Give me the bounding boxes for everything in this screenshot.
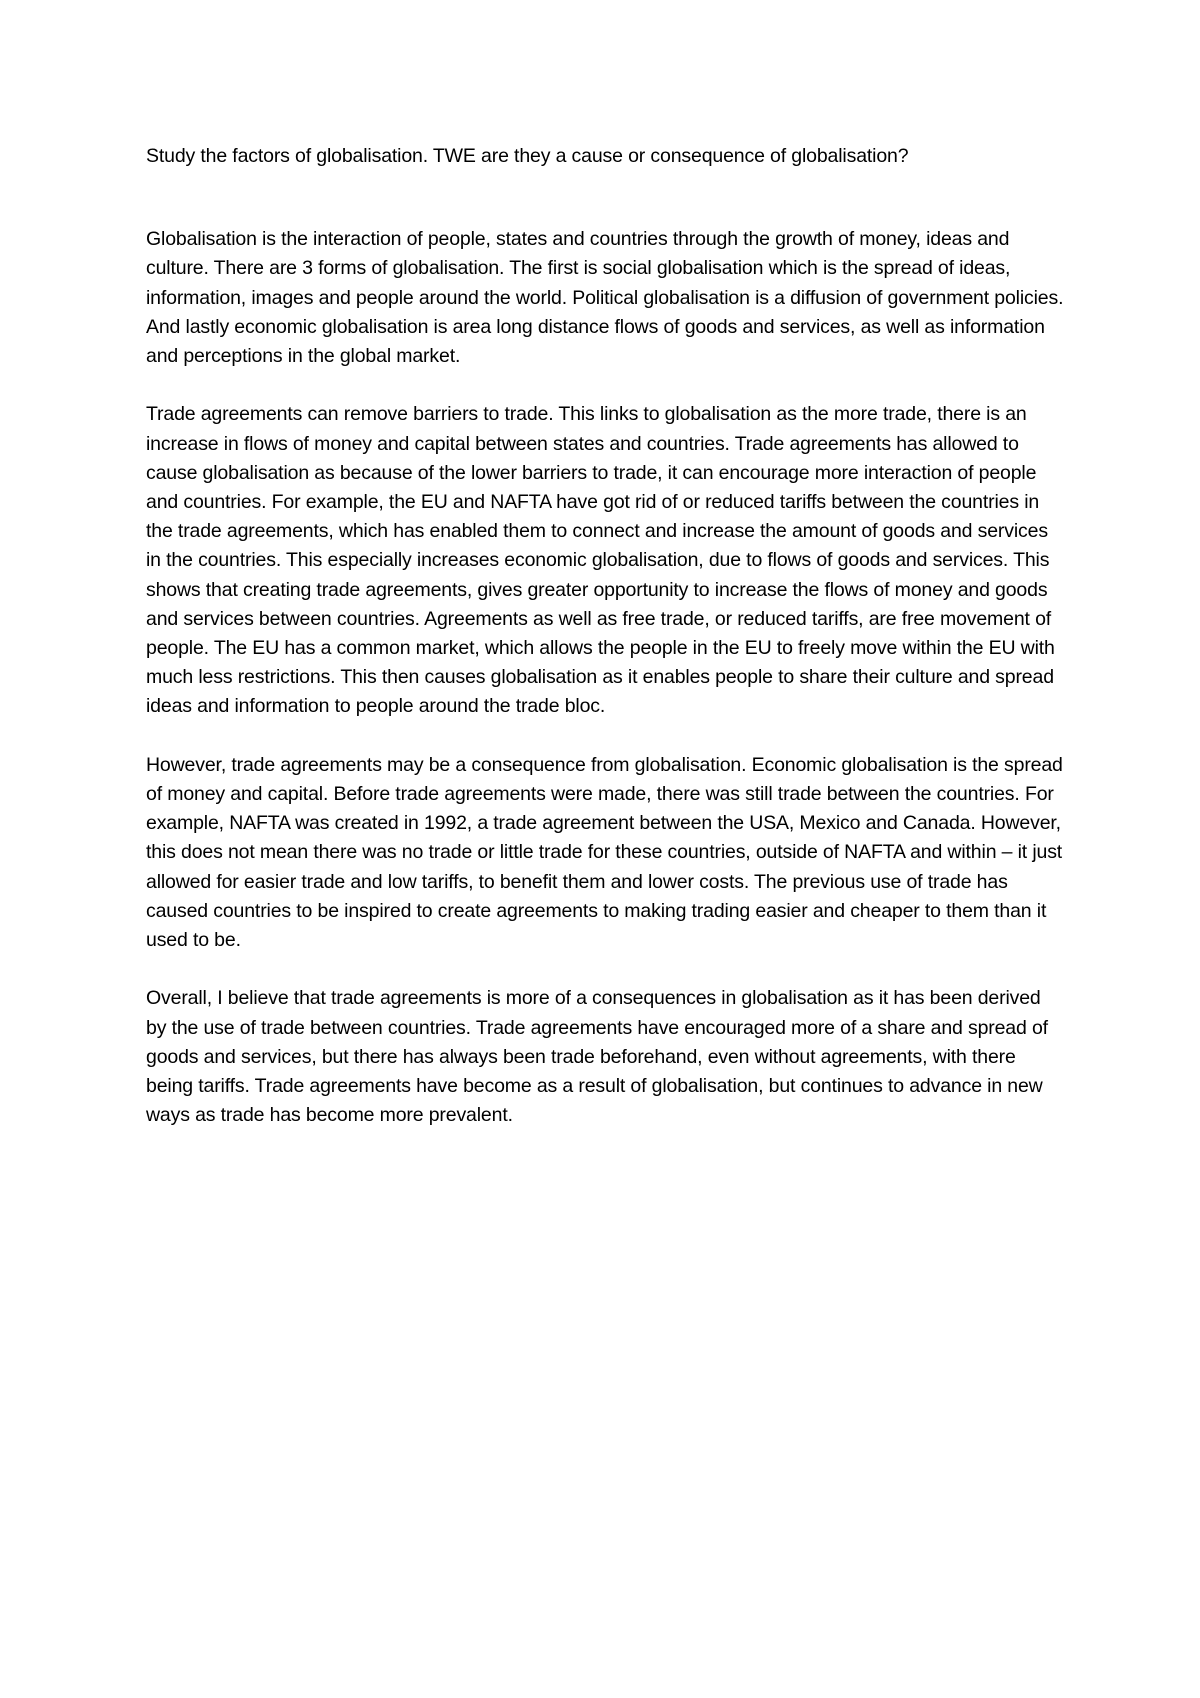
paragraph-consequence: However, trade agreements may be a consequence from globalisation. Economic globalisation is the spread of money and capital. Before trade agreements were made, there was still trade between the countries. For example, NAFTA was created in 1992, a trade agreement between the USA, Mexico and Canada. However, this does not mean there was no trade or little trade for these countries, outside of NAFTA and within – it just allowed for easier trade and low tariffs, to benefit them and lower costs. The previous use of trade has caused countries to be inspired to create agreements to making trading easier and cheaper to them than it used to be. — [146, 753, 1063, 952]
essay-question: Study the factors of globalisation. TWE are they a cause or consequence of globalisation? — [146, 145, 909, 167]
paragraph-conclusion: Overall, I believe that trade agreements is more of a consequences in globalisation as it has been derived by the use of trade between countries. Trade agreements have encouraged more of a share and spread of goods and services, but there has always been trade beforehand, even without agreements, with there being tariffs. Trade agreements have become as a result of globalisation, but continues to advance in new ways as trade has become more prevalent. — [146, 987, 1048, 1127]
document-body — [146, 142, 1066, 1160]
paragraph-cause: Trade agreements can remove barriers to trade. This links to globalisation as the more trade, there is an increase in flows of money and capital between states and countries. Trade agreements has allowed to cause globalisation as because of the lower barriers to trade, it can encourage more interaction of people and countries. For example, the EU and NAFTA have got rid of or reduced tariffs between the countries in the trade agreements, which has enabled them to connect and increase the amount of goods and services in the countries. This especially increases economic globalisation, due to flows of goods and services. This shows that creating trade agreements, gives greater opportunity to increase the flows of money and goods and services between countries. Agreements as well as free trade, or reduced tariffs, are free movement of people. The EU has a common market, which allows the people in the EU to freely move within the EU with much less restrictions. This then causes globalisation as it enables people to share their culture and spread ideas and information to people around the trade bloc. — [146, 403, 1055, 718]
paragraph-introduction: Globalisation is the interaction of people, states and countries through the growth of money, ideas and culture. There are 3 forms of globalisation. The first is social globalisation which is the spread of ideas, information, images and people around the world. Political globalisation is a diffusion of government policies. And lastly economic globalisation is area long distance flows of goods and services, as well as information and perceptions in the global market. — [146, 228, 1064, 368]
